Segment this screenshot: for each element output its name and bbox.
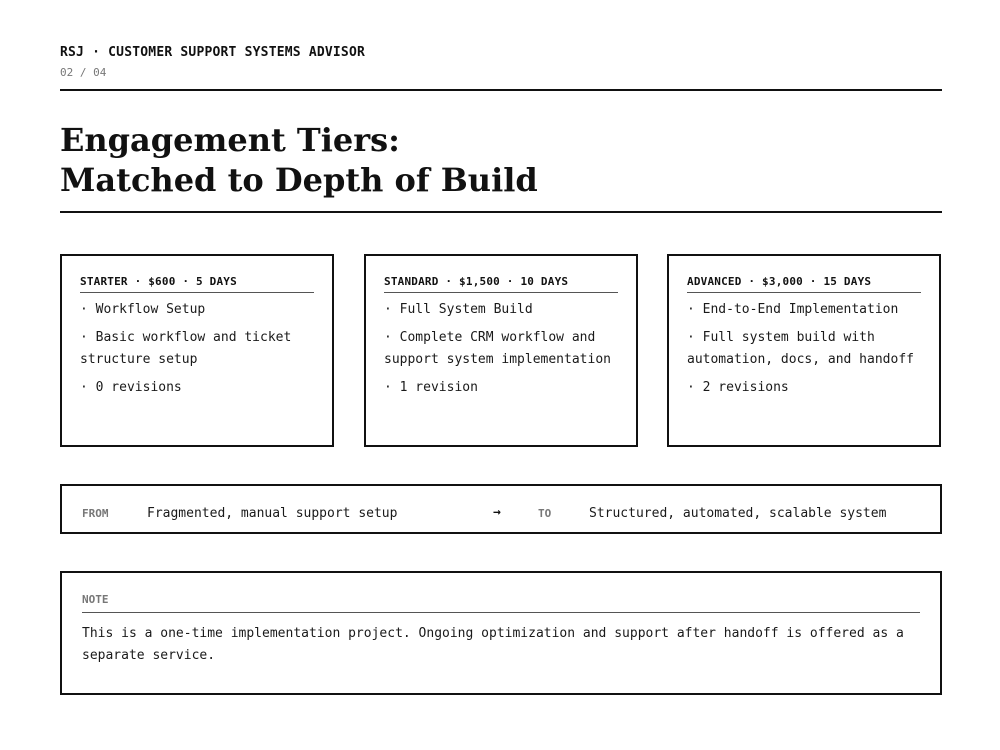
from-text: Fragmented, manual support setup <box>147 506 398 521</box>
tier-item: · Workflow Setup <box>80 302 206 317</box>
tier-heading: STANDARD · $1,500 · 10 DAYS <box>384 275 618 293</box>
tier-item: · 2 revisions <box>687 380 789 395</box>
tier-card-advanced <box>667 254 941 447</box>
tier-card-standard <box>364 254 638 447</box>
note-label: NOTE <box>82 593 920 613</box>
header-divider <box>60 89 942 91</box>
note-body: This is a one-time implementation project. Ongoing optimization and support after handoff is offered as a separate service. <box>82 626 904 663</box>
tier-item: · End-to-End Implementation <box>687 302 899 317</box>
to-label: TO <box>538 507 552 520</box>
eyebrow-label: RSJ · CUSTOMER SUPPORT SYSTEMS ADVISOR <box>60 45 366 60</box>
page-title-line-2: Matched to Depth of Build <box>60 161 538 199</box>
arrow-icon: → <box>493 505 501 520</box>
from-to-banner <box>60 484 942 534</box>
tier-item: · 1 revision <box>384 380 478 395</box>
tier-item: · Full system build with automation, docs, and handoff <box>687 330 914 367</box>
tier-cards <box>60 254 942 447</box>
to-text: Structured, automated, scalable system <box>589 506 887 521</box>
tier-item: · Complete CRM workflow and support system implementation <box>384 330 611 367</box>
page-number: 02 / 04 <box>60 66 107 79</box>
tier-item: · Basic workflow and ticket structure setup <box>80 330 292 367</box>
page-title <box>60 120 538 200</box>
tier-item: · 0 revisions <box>80 380 182 395</box>
from-label: FROM <box>82 507 109 520</box>
tier-item: · Full System Build <box>384 302 533 317</box>
page-title-line-1: Engagement Tiers: <box>60 121 400 159</box>
tier-card-starter <box>60 254 334 447</box>
title-divider <box>60 211 942 213</box>
note-box <box>60 571 942 695</box>
tier-heading: STARTER · $600 · 5 DAYS <box>80 275 314 293</box>
tier-heading: ADVANCED · $3,000 · 15 DAYS <box>687 275 921 293</box>
